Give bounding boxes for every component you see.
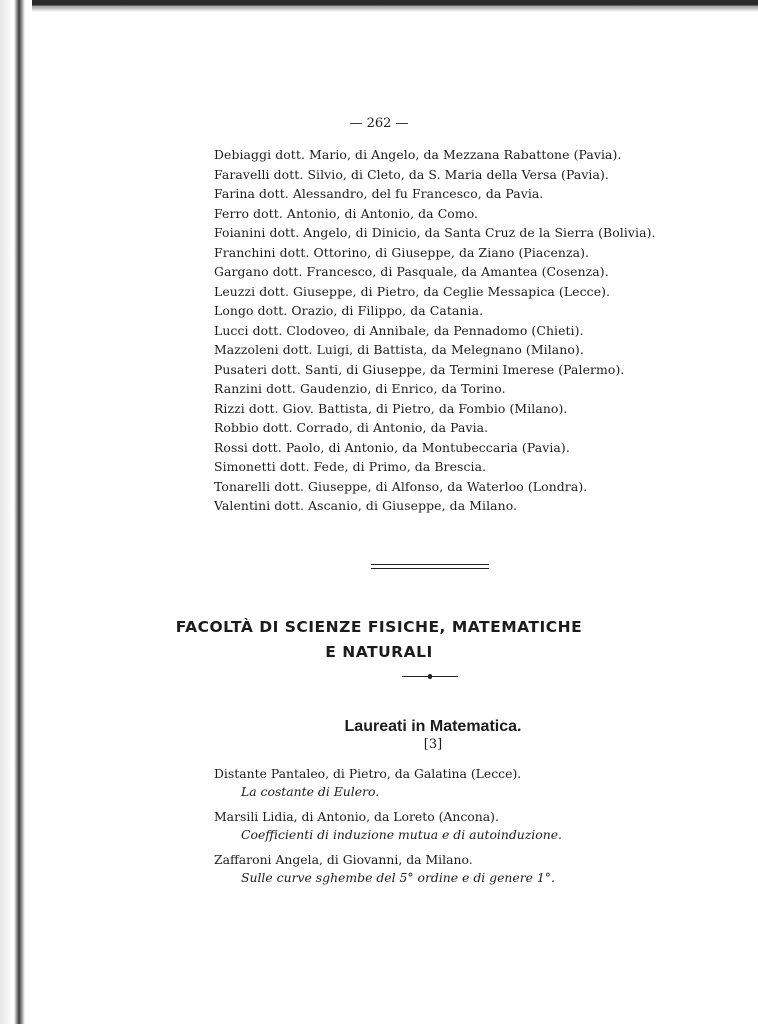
list-item: Robbio dott. Corrado, di Antonio, da Pavia. — [214, 420, 489, 435]
list-item: Ranzini dott. Gaudenzio, di Enrico, da Torino. — [214, 381, 506, 396]
graduates-list-mathematics — [214, 765, 562, 894]
list-item: Rizzi dott. Giov. Battista, di Pietro, da Fombio (Milano). — [214, 400, 568, 416]
list-item: Longo dott. Orazio, di Filippo, da Catania. — [214, 303, 484, 318]
list-item: Pusateri dott. Santi, di Giuseppe, da Termini Imerese (Palermo). — [214, 361, 625, 377]
page-number: — 262 — — [349, 116, 409, 131]
graduate-entry — [214, 808, 562, 844]
scan-top-border — [0, 0, 758, 12]
list-item: Debiaggi dott. Mario, di Angelo, da Mezzana Rabattone (Pavia). — [214, 147, 622, 162]
faculty-heading-line1: FACOLTÀ DI SCIENZE FISICHE, MATEMATICHE — [175, 618, 583, 636]
list-item: Valentini dott. Ascanio, di Giuseppe, da Milano. — [214, 498, 518, 513]
thesis-title: Coefficienti di induzione mutua e di autoinduzione. — [241, 827, 562, 842]
scan-binding-edge — [0, 0, 32, 1024]
list-item: Franchini dott. Ottorino, di Giuseppe, da Ziano (Piacenza). — [214, 244, 590, 260]
ornament-divider — [402, 675, 458, 679]
list-item: Foianini dott. Angelo, di Dinicio, da Santa Cruz de la Sierra (Bolivia). — [214, 225, 656, 240]
list-item: Simonetti dott. Fede, di Primo, da Brescia. — [214, 459, 487, 474]
list-item: Gargano dott. Francesco, di Pasquale, da Amantea (Cosenza). — [214, 264, 609, 279]
list-item: Leuzzi dott. Giuseppe, di Pietro, da Ceglie Messapica (Lecce). — [214, 283, 611, 299]
graduates-list-medicine — [214, 145, 656, 516]
thesis-title: La costante di Eulero. — [241, 784, 380, 799]
list-item: Tonarelli dott. Giuseppe, di Alfonso, da Waterloo (Londra). — [214, 478, 588, 494]
faculty-heading-line2: E NATURALI — [325, 643, 433, 661]
list-item: Ferro dott. Antonio, di Antonio, da Como. — [214, 205, 479, 221]
section-title: Laureati in Matematica. — [344, 718, 522, 735]
list-item: Mazzoleni dott. Luigi, di Battista, da Melegnano (Milano). — [214, 342, 584, 357]
graduate-entry — [214, 851, 562, 887]
graduate-count: [3] — [423, 737, 443, 752]
list-item: Farina dott. Alessandro, del fu Francesco, da Pavia. — [214, 186, 544, 201]
graduate-name: Zaffaroni Angela, di Giovanni, da Milano. — [214, 852, 473, 867]
graduate-entry — [214, 765, 562, 801]
thesis-title: Sulle curve sghembe del 5° ordine e di genere 1°. — [241, 870, 555, 885]
list-item: Rossi dott. Paolo, di Antonio, da Montubeccaria (Pavia). — [214, 439, 570, 455]
list-item: Faravelli dott. Silvio, di Cleto, da S. Maria della Versa (Pavia). — [214, 166, 609, 182]
graduate-name: Distante Pantaleo, di Pietro, da Galatina (Lecce). — [214, 766, 522, 781]
section-divider — [371, 564, 489, 569]
list-item: Lucci dott. Clodoveo, di Annibale, da Pennadomo (Chieti). — [214, 322, 584, 338]
graduate-name: Marsili Lidia, di Antonio, da Loreto (Ancona). — [214, 809, 499, 824]
